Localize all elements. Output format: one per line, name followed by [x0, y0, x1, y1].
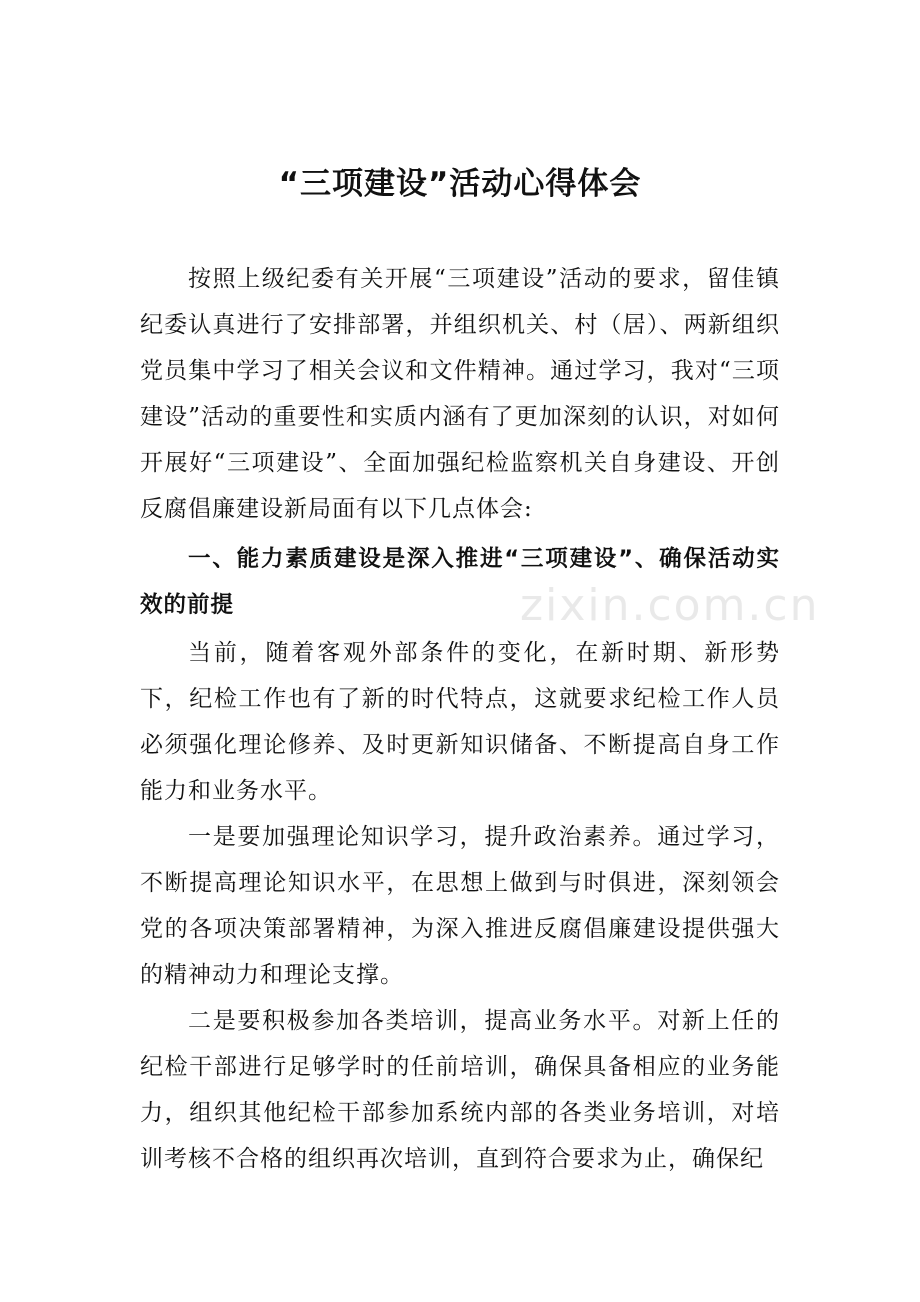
paragraph-point-1: 一是要加强理论知识学习，提升政治素养。通过学习，不断提高理论知识水平，在思想上做到与时俱进，深刻领会党的各项决策部署精神，为深入推进反腐倡廉建设提供强大的精神动力和理论支撑。 — [140, 824, 780, 988]
paragraph-context: 当前，随着客观外部条件的变化，在新时期、新形势下，纪检工作也有了新的时代特点，这就要求纪检工作人员必须强化理论修养、及时更新知识储备、不断提高自身工作能力和业务水平。 — [140, 640, 780, 804]
section-heading-1: 一、能力素质建设是深入推进“三项建设”、确保活动实效的前提 — [140, 546, 780, 618]
watermark: zixin.com.cn — [520, 580, 820, 631]
document-body — [140, 256, 780, 1182]
paragraph-point-2: 二是要积极参加各类培训，提高业务水平。对新上任的纪检干部进行足够学时的任前培训，确保具备相应的业务能力，组织其他纪检干部参加系统内部的各类业务培训，对培训考核不合格的组织再次培训，直到符合要求为止，确保纪 — [140, 1008, 780, 1172]
document-title: “三项建设”活动心得体会 — [278, 166, 642, 202]
paragraph-intro: 按照上级纪委有关开展“三项建设”活动的要求，留佳镇纪委认真进行了安排部署，并组织机关、村（居）、两新组织党员集中学习了相关会议和文件精神。通过学习，我对“三项建设”活动的重要性和实质内涵有了更加深刻的认识，对如何开展好“三项建设”、全面加强纪检监察机关自身建设、开创反腐倡廉建设新局面有以下几点体会: — [140, 266, 780, 522]
